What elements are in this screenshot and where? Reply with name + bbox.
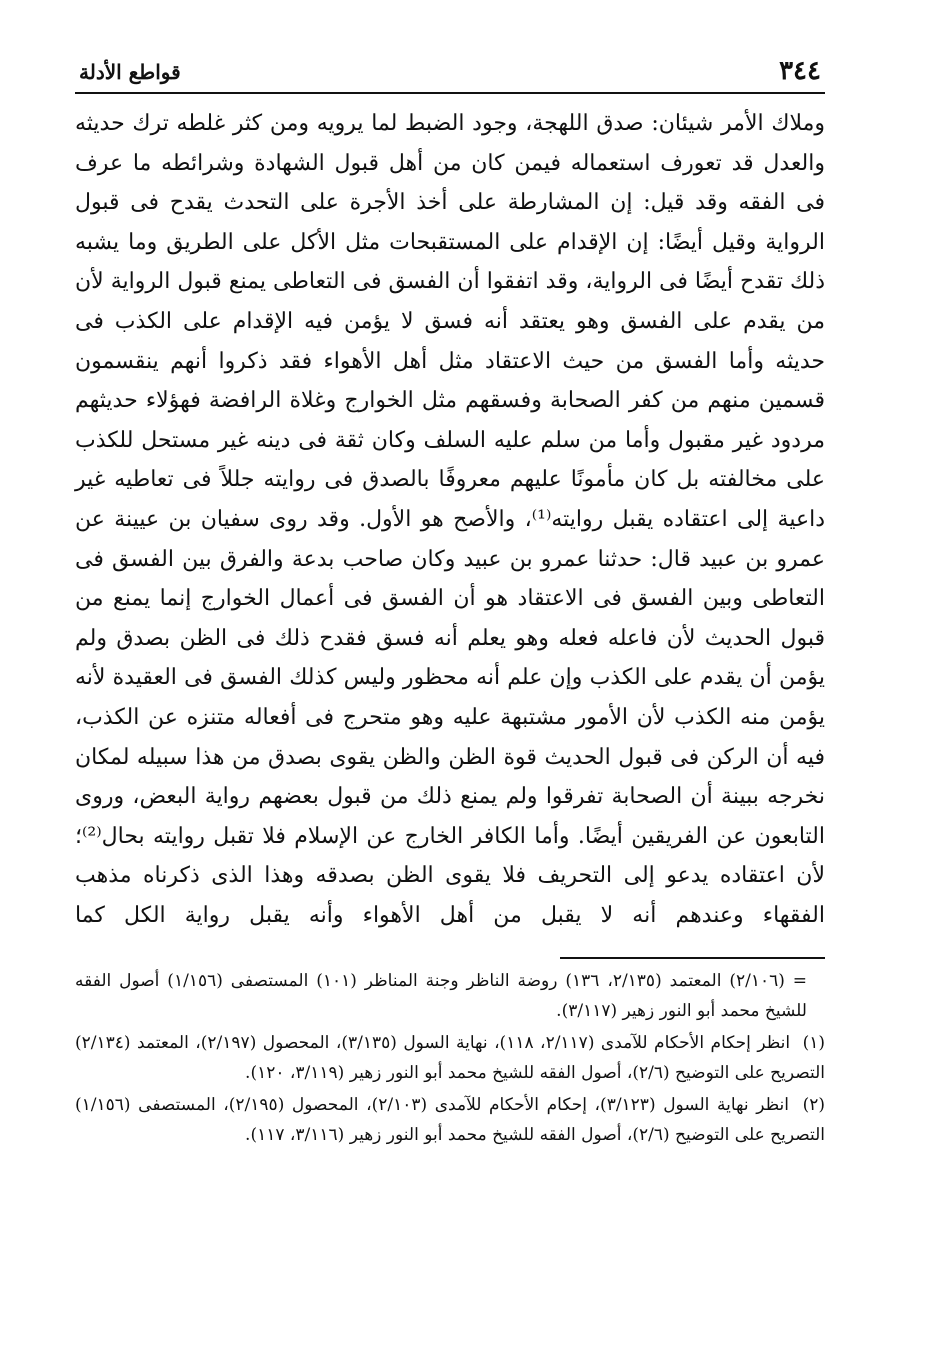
footnote-text: انظر نهاية السول (٣/١٢٣)، إحكام الأحكام للآمدى (٢/١٠٣)، المحصول (٢/١٩٥)، المستصفى (١/١٥٦) التصريح على التوضيح (٢/٦)، أصول الفقه للشيخ محمد أبو النور زهير (٣/١١٦، ١١٧). bbox=[75, 1095, 825, 1145]
page-header bbox=[75, 50, 825, 94]
footnote-continuation: = (٢/١٠٦) المعتمد (٢/١٣٥، ١٣٦) روضة الناظر وجنة المناظر (١٠١) المستصفى (١/١٥٦) أصول الفقه للشيخ محمد أبو النور زهير (٣/١١٧). bbox=[75, 971, 808, 1021]
footnote-text: انظر إحكام الأحكام للآمدى (٢/١١٧، ١١٨)، نهاية السول (٣/١٣٥)، المحصول (٢/١٩٧)، المعتمد (٢/١٣٤) التصريح على التوضيح (٢/٦)، أصول الفقه للشيخ محمد أبو النور زهير (٣/١١٩، ١٢٠). bbox=[75, 1033, 825, 1083]
page-number: ٣٤٤ bbox=[779, 56, 821, 86]
footnote-number: (١) bbox=[802, 1033, 826, 1054]
book-page bbox=[75, 50, 825, 1153]
body-paragraph: وملاك الأمر شيئان: صدق اللهجة، وجود الضبط لما يرويه ومن كثر غلطه ترك حديثه والعدل قد تعورف استعماله فيمن كان من أهل قبول الشهادة وشرائطه ما عرف فى الفقه وقد قيل: إن المشارطة على أخذ الأجرة على التحدث يقدح فى قبول الرواية وقيل أيضًا: إن الإقدام على المستقبحات مثل الأكل على الطريق وما يشبه ذلك تقدح أيضًا فى الرواية، وقد اتفقوا أن الفسق فى التعاطى يمنع قبول الرواية لأن من يقدم على الفسق وهو يعتقد أنه فسق لا يؤمن فيه الإقدام على الكذب فى حديثه وأما الفسق من حيث الاعتقاد مثل أهل الأهواء فقد ذكروا أنهم ينقسمون قسمين منهم من كفر الصحابة وفسقهم مثل الخوارج وغلاة الرافضة فهؤلاء حديثهم مردود غير مقبول وأما من سلم عليه السلف وكان ثقة فى دينه غير مستحل للكذب على مخالفته بل كان مأمونًا عليهم معروفًا بالصدق فى روايته جللاً فى تعاطيه غير داعية إلى اعتقاده يقبل روايته⁽¹⁾، والأصح هو الأول. وقد روى سفيان بن عيينة عن عمرو بن عبيد قال: حدثنا عمرو بن عبيد وكان صاحب بدعة والفرق بين الفسق فى التعاطى وبين الفسق فى الاعتقاد هو أن الفسق فى أعمال الخوارج إنما يمنع من قبول الحديث لأن فاعله فعله وهو يعلم أنه فسق فقدح ذلك فى الظن بصدق ولم يؤمن أن يقدم على الكذب وإن علم أنه محظور وليس كذلك الفسق فى العقيدة لأنه يؤمن منه الكذب لأن الأمور مشتبهة عليه وهو متحرج فى أفعاله متنزه عن الكذب، فيه أن الركن فى قبول الحديث قوة الظن والظن يقوى بصدق من هذا سبيله لمكان نخرجه ببينة أن الصحابة تفرقوا ولم يمنع ذلك من قبول بعضهم رواية البعض، وروى التابعون عن الفريقين أيضًا. وأما الكافر الخارج عن الإسلام فلا تقبل روايته بحال⁽²⁾؛ لأن اعتقاده يدعو إلى التحريف فلا يقوى الظن بصدقه وهذا الذى ذكرناه مذهب الفقهاء وعندهم أنه لا يقبل من أهل الأهواء وأنه يقبل رواية الكل كما bbox=[75, 111, 826, 928]
footnote-number: (٢) bbox=[802, 1095, 826, 1116]
running-title: قواطع الأدلة bbox=[79, 60, 181, 84]
footnote-2 bbox=[75, 1091, 825, 1150]
footnotes bbox=[75, 967, 825, 1150]
footnote-1 bbox=[75, 1029, 825, 1088]
footnote-separator bbox=[560, 957, 825, 959]
main-text bbox=[75, 104, 825, 935]
